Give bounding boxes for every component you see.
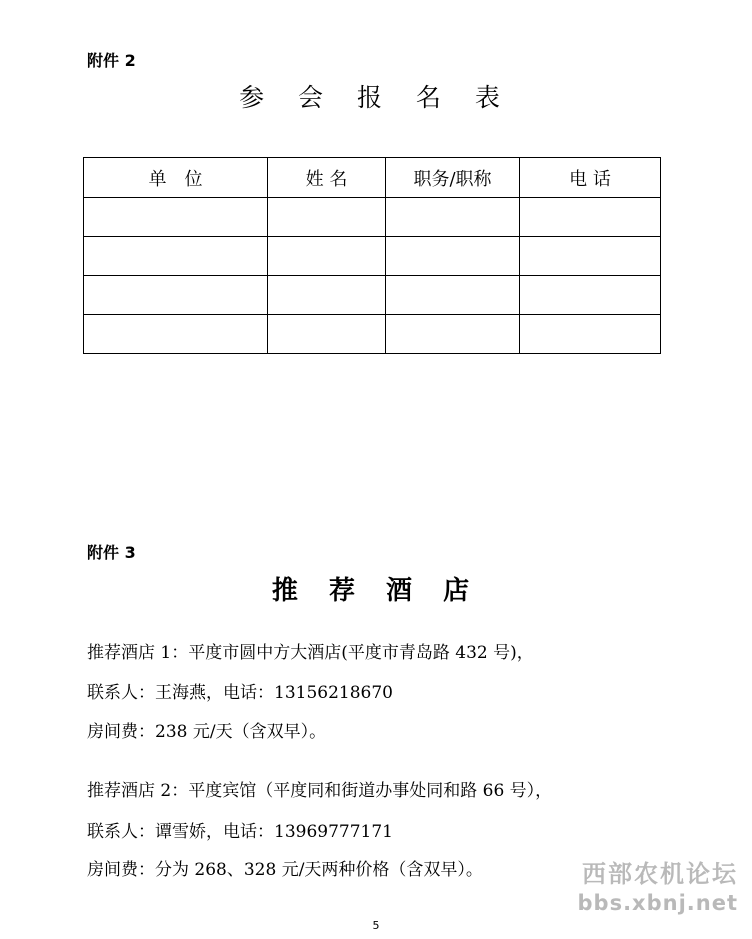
table-cell bbox=[520, 315, 661, 354]
hotel-1-name-address: 推荐酒店 1：平度市圆中方大酒店(平度市青岛路 432 号)， bbox=[87, 643, 534, 663]
forum-watermark bbox=[578, 858, 738, 916]
recommended-hotels-title: 推 荐 酒 店 bbox=[271, 576, 481, 606]
table-cell bbox=[386, 198, 520, 237]
watermark-url: bbs.xbnj.net bbox=[577, 891, 738, 915]
table-cell bbox=[268, 315, 386, 354]
table-cell bbox=[84, 237, 268, 276]
table-cell bbox=[84, 198, 268, 237]
hotel-1-contact: 联系人：王海燕，电话：13156218670 bbox=[87, 683, 393, 703]
attachment-2-label: 附件 2 bbox=[87, 51, 136, 70]
page-number: 5 bbox=[372, 919, 380, 932]
header-phone: 电 话 bbox=[520, 158, 661, 198]
table-cell bbox=[520, 276, 661, 315]
table-cell bbox=[84, 315, 268, 354]
header-unit: 单 位 bbox=[84, 158, 268, 198]
header-name: 姓 名 bbox=[268, 158, 386, 198]
table-cell bbox=[386, 315, 520, 354]
registration-form-title: 参 会 报 名 表 bbox=[239, 83, 513, 112]
table-header-row bbox=[84, 158, 661, 198]
table-cell bbox=[520, 198, 661, 237]
hotel-2-name-address: 推荐酒店 2：平度宾馆（平度同和街道办事处同和路 66 号）， bbox=[87, 781, 553, 801]
table-cell bbox=[386, 276, 520, 315]
table-cell bbox=[520, 237, 661, 276]
table-cell bbox=[386, 237, 520, 276]
table-row bbox=[84, 198, 661, 237]
table-cell bbox=[84, 276, 268, 315]
watermark-site-name: 西部农机论坛 bbox=[582, 860, 738, 888]
registration-table bbox=[83, 157, 661, 354]
attachment-3-label: 附件 3 bbox=[87, 543, 136, 562]
hotel-2-contact: 联系人：谭雪娇，电话：13969777171 bbox=[87, 822, 393, 842]
hotel-1-price: 房间费：238 元/天（含双早）。 bbox=[87, 722, 327, 742]
hotel-2-price: 房间费：分为 268、328 元/天两种价格（含双早）。 bbox=[87, 860, 483, 880]
header-position: 职务/职称 bbox=[386, 158, 520, 198]
table-row bbox=[84, 315, 661, 354]
table-row bbox=[84, 237, 661, 276]
table-row bbox=[84, 276, 661, 315]
table-cell bbox=[268, 237, 386, 276]
table-cell bbox=[268, 198, 386, 237]
table-cell bbox=[268, 276, 386, 315]
